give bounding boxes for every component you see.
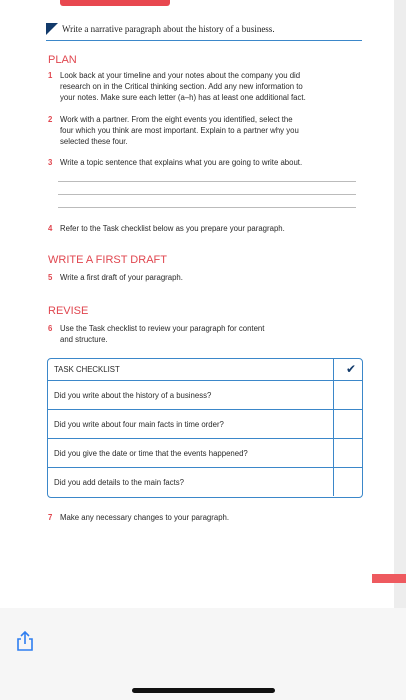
draft-step-5 (48, 272, 358, 283)
step-text-line: Look back at your timeline and your notes about the company you did (60, 71, 301, 80)
answer-line (58, 181, 356, 182)
step-text-line: your notes. Make sure each letter (a–h) has at least one additional fact. (60, 93, 306, 102)
task-bar (46, 22, 362, 41)
plan-step-1 (48, 70, 358, 103)
checklist-item: Did you add details to the main facts? (54, 478, 185, 487)
column-divider (333, 410, 334, 438)
step-text-line: four which you think are most important. Explain to a partner why you (60, 126, 299, 135)
step-number: 1 (48, 71, 53, 80)
checklist-title: TASK CHECKLIST (54, 365, 120, 374)
column-divider (333, 468, 334, 496)
checklist-item: Did you give the date or time that the events happened? (54, 449, 248, 458)
home-indicator[interactable] (132, 688, 275, 693)
checklist-row (48, 468, 362, 496)
step-number: 2 (48, 115, 53, 124)
share-icon[interactable] (14, 630, 36, 652)
task-title: Write a narrative paragraph about the history of a business. (62, 24, 275, 34)
column-divider (333, 381, 334, 409)
checklist-item: Did you write about the history of a business? (54, 391, 212, 400)
step-number: 3 (48, 158, 53, 167)
checkmark-icon: ✔ (345, 362, 356, 376)
step-number: 6 (48, 324, 53, 333)
page-edge (394, 0, 406, 608)
step-text-line: research on in the Critical thinking section. Add any new information to (60, 82, 303, 91)
plan-step-4 (48, 223, 358, 234)
page-marker (372, 574, 406, 583)
step-text-line: Write a first draft of your paragraph. (60, 273, 183, 282)
plan-step-3 (48, 157, 358, 168)
plan-step-2 (48, 114, 358, 147)
task-checklist (47, 358, 363, 498)
step-text-line: Write a topic sentence that explains what you are going to write about. (60, 158, 303, 167)
column-divider (333, 359, 334, 380)
checklist-row (48, 381, 362, 410)
checklist-header-row (48, 359, 362, 381)
step-text-line: selected these four. (60, 137, 128, 146)
step-number: 7 (48, 513, 53, 522)
checklist-row (48, 410, 362, 439)
step-number: 5 (48, 273, 53, 282)
checklist-item: Did you write about four main facts in time order? (54, 420, 224, 429)
revise-heading: REVISE (48, 305, 89, 317)
draft-heading: WRITE A FIRST DRAFT (48, 254, 167, 266)
checklist-row (48, 439, 362, 468)
step-text-line: Work with a partner. From the eight events you identified, select the (60, 115, 293, 124)
answer-line (58, 207, 356, 208)
revise-step-6 (48, 323, 358, 345)
top-banner (60, 0, 170, 6)
step-text-line: Use the Task checklist to review your paragraph for content (60, 324, 265, 333)
step-text-line: and structure. (60, 335, 108, 344)
step-text-line: Refer to the Task checklist below as you prepare your paragraph. (60, 224, 285, 233)
step-text-line: Make any necessary changes to your paragraph. (60, 513, 230, 522)
final-step-7 (48, 512, 358, 523)
plan-heading: PLAN (48, 54, 77, 66)
answer-line (58, 194, 356, 195)
step-number: 4 (48, 224, 53, 233)
column-divider (333, 439, 334, 467)
triangle-icon (46, 23, 58, 35)
